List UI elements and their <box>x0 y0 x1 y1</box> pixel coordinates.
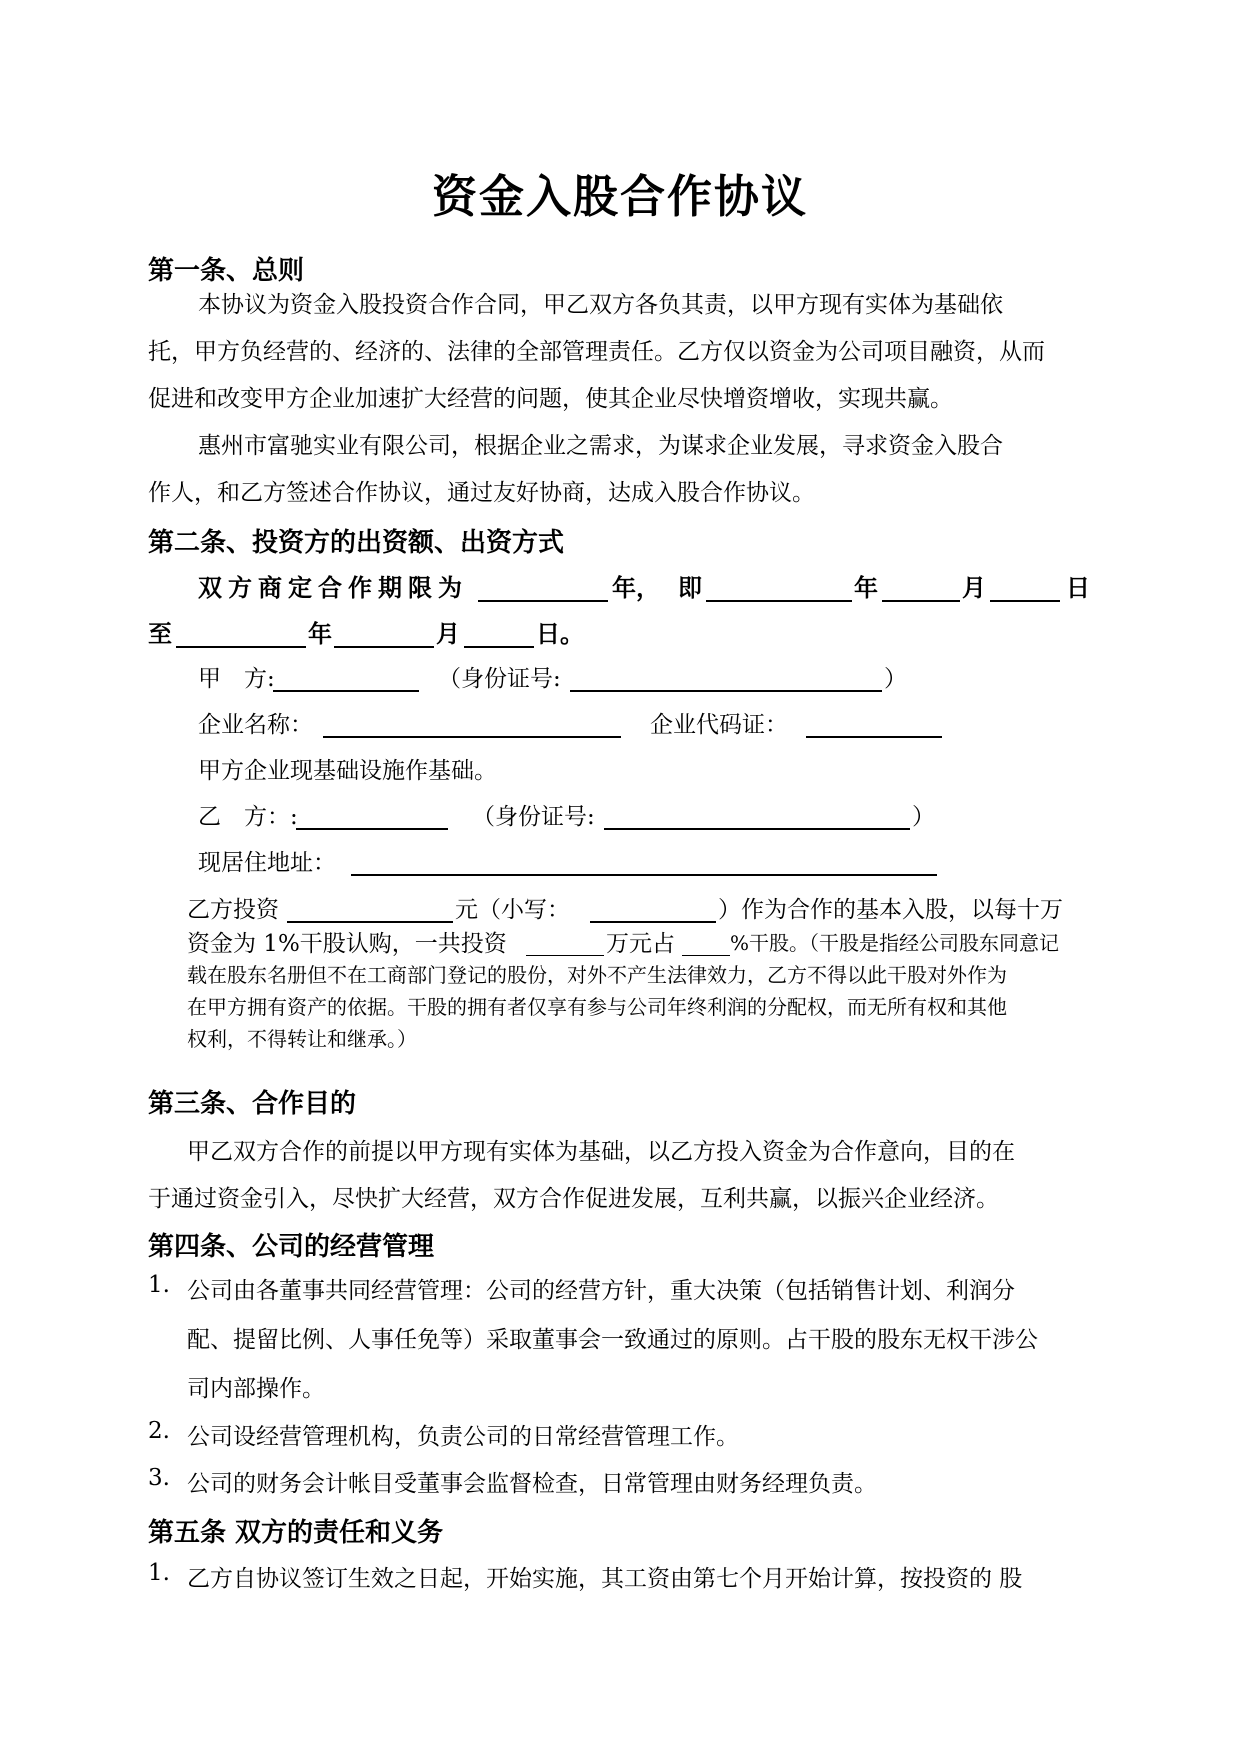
paragraph-line: 惠州市富驰实业有限公司，根据企业之需求，为谋求企业发展，寻求资金入股合 <box>198 433 1003 459</box>
note-line: 权利，不得转让和继承。） <box>187 1027 417 1051</box>
blank-end-year[interactable] <box>176 646 306 648</box>
section-5-heading: 第五条 双方的责任和义务 <box>148 1518 444 1548</box>
start-month-label: 月 <box>962 574 986 602</box>
end-month-label: 月 <box>436 620 460 648</box>
address-field[interactable] <box>351 874 937 876</box>
term-ji-label: 即 <box>678 574 702 602</box>
paragraph-line: 本协议为资金入股投资合作合同，甲乙双方各负其责，以甲方现有实体为基础依 <box>198 292 1003 318</box>
party-a-id-close: ） <box>884 666 907 692</box>
list-item-line: 司内部操作。 <box>187 1376 325 1402</box>
end-year-label: 年 <box>308 620 332 648</box>
paragraph-line: 甲乙双方合作的前提以甲方现有实体为基础，以乙方投入资金为合作意向，目的在 <box>187 1139 1015 1165</box>
list-item-line: 配、提留比例、人事任免等）采取董事会一致通过的原则。占干股的股东无权干涉公 <box>187 1327 1038 1353</box>
investment-lower-label: 元（小写： <box>455 897 570 923</box>
share-percent-field[interactable] <box>682 955 730 956</box>
start-year-label: 年 <box>854 574 878 602</box>
term-label: 双方商定合作期限为 <box>198 574 468 602</box>
investment-basis-text: ）作为合作的基本入股，以每十万 <box>718 897 1063 923</box>
list-number: 1. <box>148 1272 170 1298</box>
section-4-heading: 第四条、公司的经营管理 <box>148 1232 435 1262</box>
investment-share-text: 资金为 1%干股认购，一共投资 <box>187 931 507 957</box>
party-b-id-label: （身份证号: <box>472 804 595 830</box>
term-year-label: 年， <box>612 574 660 602</box>
list-item-line: 乙方自协议签订生效之日起，开始实施，其工资由第七个月开始计算，按投资的 股 <box>187 1566 1023 1592</box>
section-1-heading: 第一条、总则 <box>148 256 305 286</box>
list-item-line: 公司设经营管理机构，负责公司的日常经营管理工作。 <box>187 1424 739 1450</box>
paragraph-line: 促进和改变甲方企业加速扩大经营的问题，使其企业尽快增资增收，实现共赢。 <box>148 386 953 412</box>
party-b-id-field[interactable] <box>604 828 910 830</box>
company-name-label: 企业名称： <box>198 712 313 738</box>
term-to-label: 至 <box>148 620 172 648</box>
investment-total-field[interactable] <box>526 955 604 956</box>
investment-label: 乙方投资 <box>187 897 279 923</box>
company-code-label: 企业代码证： <box>650 712 788 738</box>
document-title: 资金入股合作协议 <box>431 170 808 223</box>
party-a-name-field[interactable] <box>273 690 419 692</box>
list-item-line: 公司的财务会计帐目受董事会监督检查，日常管理由财务经理负责。 <box>187 1471 877 1497</box>
company-name-field[interactable] <box>323 736 621 738</box>
foundation-text: 甲方企业现基础设施作基础。 <box>198 758 497 784</box>
party-a-label: 甲 方: <box>198 666 275 692</box>
share-note-text: %干股。（干股是指经公司股东同意记 <box>730 931 1060 955</box>
party-a-id-field[interactable] <box>570 690 882 692</box>
address-label: 现居住地址： <box>198 850 336 876</box>
list-item-line: 公司由各董事共同经营管理：公司的经营方针，重大决策（包括销售计划、利润分 <box>187 1278 1015 1304</box>
blank-end-day[interactable] <box>464 646 534 648</box>
paragraph-line: 托，甲方负经营的、经济的、法律的全部管理责任。乙方仅以资金为公司项目融资，从而 <box>148 339 1045 365</box>
investment-lower-field[interactable] <box>590 921 716 923</box>
party-a-id-label: （身份证号: <box>438 666 561 692</box>
paragraph-line: 作人，和乙方签述合作协议，通过友好协商，达成入股合作协议。 <box>148 480 815 506</box>
end-day-label: 日。 <box>536 620 584 648</box>
blank-start-month[interactable] <box>882 600 960 602</box>
start-day-label: 日 <box>1066 574 1090 602</box>
investment-unit-text: 万元占 <box>606 931 675 957</box>
section-2-heading: 第二条、投资方的出资额、出资方式 <box>148 528 565 558</box>
list-number: 3. <box>148 1465 170 1491</box>
list-number: 2. <box>148 1418 170 1444</box>
blank-end-month[interactable] <box>334 646 434 648</box>
party-b-label: 乙 方：: <box>198 804 298 830</box>
company-code-field[interactable] <box>806 736 942 738</box>
blank-start-year[interactable] <box>706 600 852 602</box>
section-3-heading: 第三条、合作目的 <box>148 1089 357 1119</box>
party-b-id-close: ） <box>912 804 935 830</box>
party-b-name-field[interactable] <box>296 828 448 830</box>
list-number: 1. <box>148 1560 170 1586</box>
investment-amount-field[interactable] <box>287 921 453 923</box>
note-line: 载在股东名册但不在工商部门登记的股份，对外不产生法律效力，乙方不得以此干股对外作为 <box>187 963 1007 987</box>
blank-start-day[interactable] <box>990 600 1060 602</box>
note-line: 在甲方拥有资产的依据。干股的拥有者仅享有参与公司年终利润的分配权，而无所有权和其他 <box>187 995 1007 1019</box>
paragraph-line: 于通过资金引入，尽快扩大经营，双方合作促进发展，互利共赢，以振兴企业经济。 <box>148 1186 999 1212</box>
blank-term-years[interactable] <box>478 600 608 602</box>
